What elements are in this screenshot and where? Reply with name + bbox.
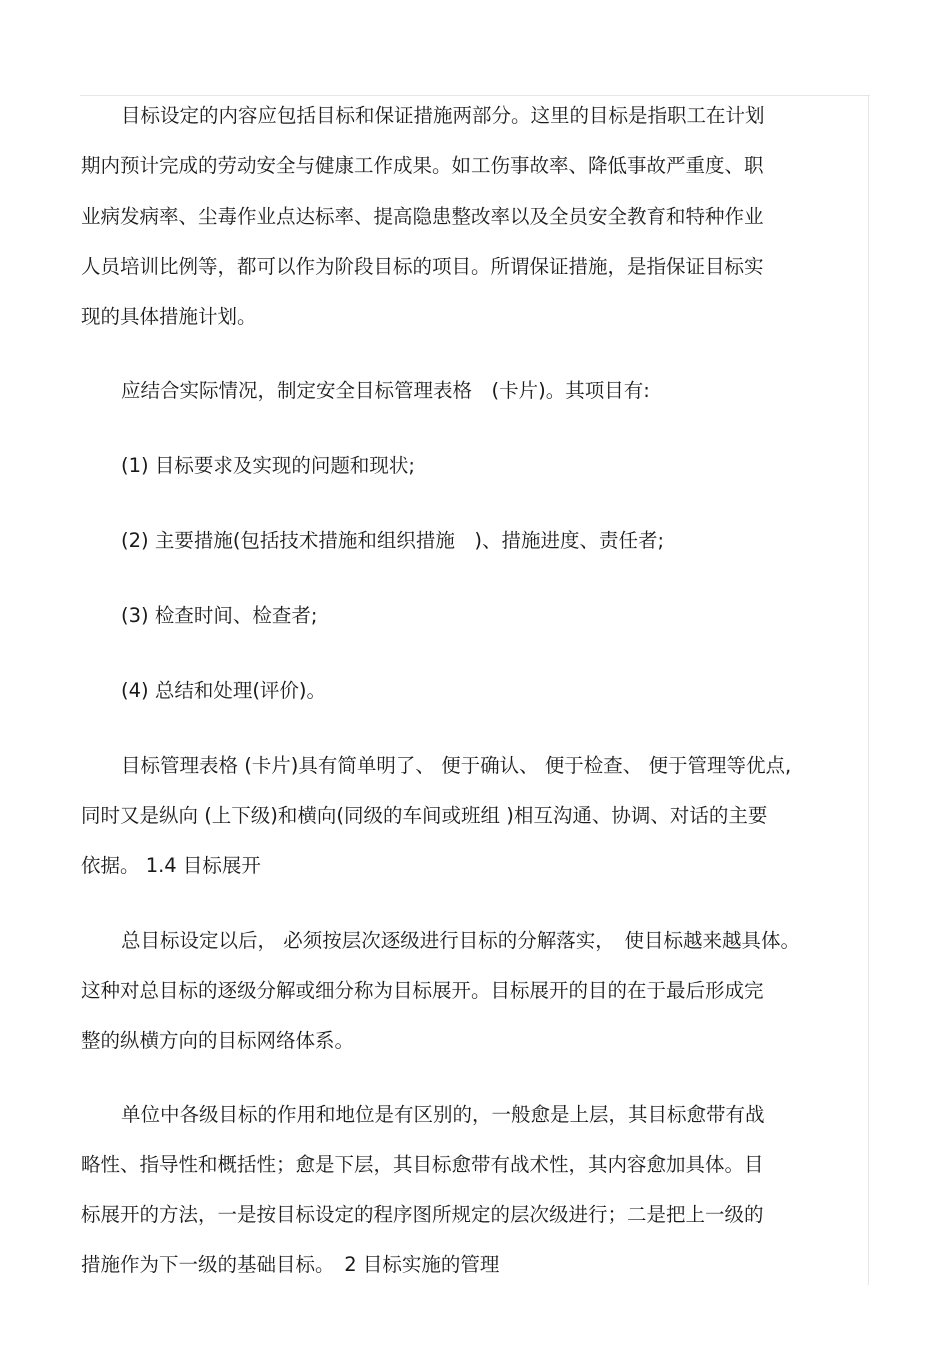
list-item: (1) 目标要求及实现的问题和现状; [121,454,415,477]
text-line: 标展开的方法，一是按目标设定的程序图所规定的层次级进行；二是把上一级的 [81,1203,764,1226]
page-border-right [868,95,869,1285]
text-line: 同时又是纵向 (上下级)和横向(同级的车间或班组 )相互沟通、协调、对话的主要 [81,804,768,827]
text-line: 依据。 1.4 目标展开 [81,854,261,877]
text-line: 总目标设定以后， 必须按层次逐级进行目标的分解落实， 使目标越来越具体。 [121,929,800,952]
text-line: 人员培训比例等，都可以作为阶段目标的项目。所谓保证措施，是指保证目标实 [81,255,764,278]
text-line: 整的纵横方向的目标网络体系。 [81,1029,355,1052]
list-item: (4) 总结和处理(评价)。 [121,679,327,702]
text-line: 这种对总目标的逐级分解或细分称为目标展开。目标展开的目的在于最后形成完 [81,979,764,1002]
text-line: 期内预计完成的劳动安全与健康工作成果。如工伤事故率、降低事故严重度、职 [81,154,764,177]
list-item: (2) 主要措施(包括技术措施和组织措施 )、措施进度、责任者; [121,529,665,552]
list-item: (3) 检查时间、检查者; [121,604,318,627]
page-border-top [80,95,870,96]
text-line: 应结合实际情况，制定安全目标管理表格 (卡片)。其项目有: [121,379,650,402]
text-line: 目标管理表格 (卡片)具有简单明了、 便于确认、 便于检查、 便于管理等优点, [121,754,792,777]
text-line: 目标设定的内容应包括目标和保证措施两部分。这里的目标是指职工在计划 [121,104,765,127]
text-line: 现的具体措施计划。 [81,305,257,328]
text-line: 单位中各级目标的作用和地位是有区别的，一般愈是上层，其目标愈带有战 [121,1103,765,1126]
text-line: 略性、指导性和概括性；愈是下层，其目标愈带有战术性，其内容愈加具体。目 [81,1153,764,1176]
text-line: 措施作为下一级的基础目标。 2 目标实施的管理 [81,1253,500,1276]
text-line: 业病发病率、尘毒作业点达标率、提高隐患整改率以及全员安全教育和特种作业 [81,205,764,228]
